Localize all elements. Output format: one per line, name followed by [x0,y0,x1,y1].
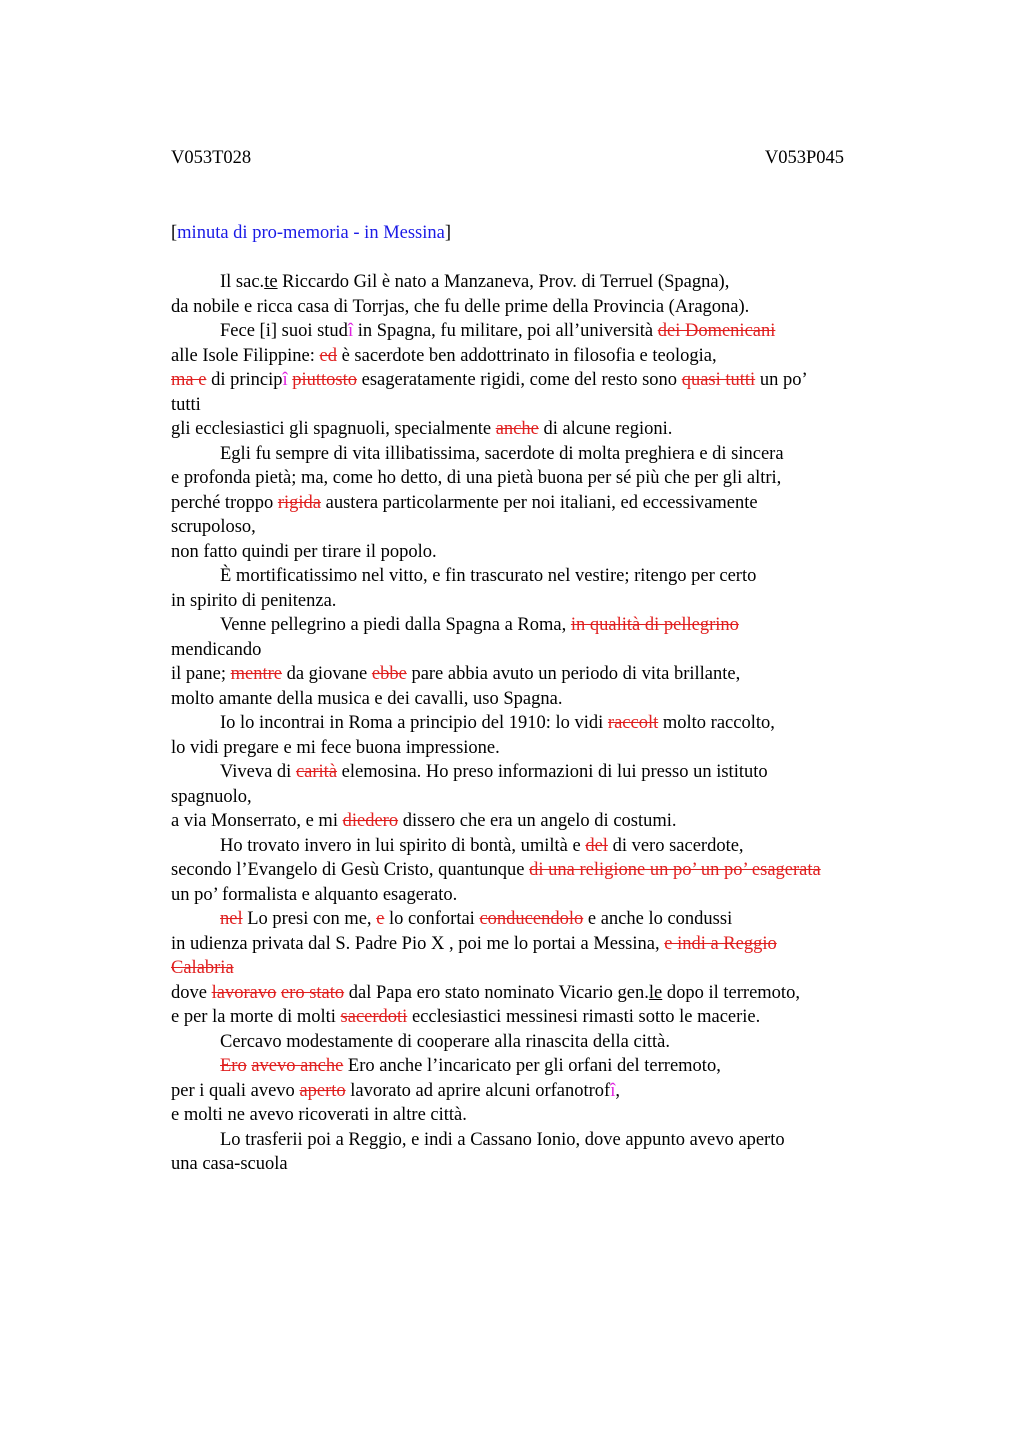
text-segment: molto raccolto, [658,713,775,733]
text-segment: di vero sacerdote, [607,835,744,856]
text-line [171,687,891,712]
text-line [171,344,891,369]
deleted-text: rigida [277,492,322,513]
text-line [171,1128,891,1153]
text-segment: è sacerdote ben addottrinato in filosofia e teologia, [336,345,717,366]
deleted-text: ed [319,345,337,366]
text-segment: Venne pellegrino a piedi dalla Spagna a Roma, [220,615,571,635]
text-line [171,956,891,981]
text-line [171,638,891,663]
text-segment: lo confortai [384,909,480,929]
text-line [171,760,891,785]
text-segment: tutti [171,394,201,415]
text-segment: ecclesiastici messinesi rimasti sotto le macerie. [407,1007,761,1027]
text-segment: Lo trasferii poi a Reggio, e indi a Cassano Ionio, dove appunto avevo aperto [220,1129,785,1150]
text-segment: mendicando [171,639,262,660]
text-line [171,932,891,957]
text-segment: Lo presi con me, [242,909,377,929]
text-segment: elemosina. Ho preso informazioni di lui presso un istituto [337,762,768,782]
title-open-bracket: [ [171,223,178,243]
text-line [171,662,891,687]
text-line [171,1005,891,1030]
text-line [171,319,891,344]
text-segment: spagnuolo, [171,786,252,807]
text-line [171,442,891,467]
text-line [171,1152,891,1177]
text-segment: Riccardo Gil è nato a Manzaneva, Prov. di Terruel (Spagna), [277,272,730,292]
text-line [171,1079,891,1104]
underlined-text: te [264,272,278,292]
text-segment: dopo il terremoto, [662,982,800,1003]
deleted-text: e [376,909,385,929]
document-body [171,270,891,1177]
deleted-text: aperto [299,1080,346,1101]
text-segment: e per la morte di molti [171,1007,341,1027]
document-title [171,221,451,245]
accent-correction: î [347,321,354,341]
text-line [171,589,891,614]
text-line [171,981,891,1006]
text-segment: Ero anche l’incaricato per gli orfani del terremoto, [343,1056,721,1076]
deleted-text: dei Domenicani [657,321,776,341]
text-segment: Ho trovato invero in lui spirito di bontà, umiltà e [220,835,586,856]
text-segment: per i quali avevo [171,1080,300,1101]
text-segment: dal Papa ero stato nominato Vicario gen. [344,982,649,1003]
text-line [171,834,891,859]
text-segment: a via Monserrato, e mi [171,811,343,831]
text-segment: una casa-scuola [171,1154,288,1174]
text-line [171,491,891,516]
text-line [171,711,891,736]
text-line [171,736,891,761]
deleted-text: anche [495,419,539,439]
deleted-text: lavoravo [211,982,277,1003]
deleted-text: avevo anche [251,1056,344,1076]
accent-correction: î [282,370,288,390]
document-code-right: V053P045 [764,148,844,168]
text-segment: il pane; [171,664,231,684]
text-segment: dove [171,982,212,1003]
deleted-text: diedero [342,811,399,831]
text-segment: molto amante della musica e dei cavalli, uso Spagna. [171,688,563,709]
deleted-text: ero stato [280,982,345,1003]
text-segment: gli ecclesiastici gli spagnuoli, specialmente [171,419,496,439]
text-segment: in udienza privata dal S. Padre Pio X , poi me lo portai a Messina, [171,933,665,954]
text-line [171,785,891,810]
text-segment: Io lo incontrai in Roma a principio del 1910: lo vidi [220,713,608,733]
text-segment: da giovane [281,664,372,684]
deleted-text: di una religione un po’ un po’ esagerata [529,860,821,880]
text-line [171,883,891,908]
deleted-text: Ero [220,1056,247,1076]
text-segment: in spirito di penitenza. [171,590,337,611]
text-line [171,1103,891,1128]
text-line [171,368,891,393]
deleted-text: carità [295,762,338,782]
deleted-text: mentre [230,664,282,684]
text-segment: scrupoloso, [171,517,256,537]
text-segment: e molti ne avevo ricoverati in altre città. [171,1105,467,1125]
text-line [171,809,891,834]
text-segment: perché troppo [171,492,278,513]
text-line [171,295,891,320]
text-line [171,907,891,932]
text-segment: pare abbia avuto un periodo di vita brillante, [406,664,741,684]
title-close-bracket: ] [444,223,452,243]
text-line [171,613,891,638]
deleted-text: in qualità di pellegrino [570,615,739,635]
deleted-text: nel [220,909,243,929]
text-segment: lo vidi pregare e mi fece buona impressione. [171,737,500,758]
text-line [171,393,891,418]
text-segment: un po’ formalista e alquanto esagerato. [171,884,458,905]
text-segment: e profonda pietà; ma, come ho detto, di una pietà buona per sé più che per gli altri, [171,468,782,488]
title-text: minuta di pro-memoria - in Messina [177,223,445,243]
text-line [171,1054,891,1079]
deleted-text: quasi tutti [681,370,756,390]
text-line [171,466,891,491]
text-segment: alle Isole Filippine: [171,345,320,366]
text-segment: Il sac. [220,272,265,292]
text-line [171,564,891,589]
document-code-left: V053T028 [171,148,252,168]
text-segment: esageratamente rigidi, come del resto sono [357,370,682,390]
text-line [171,858,891,883]
deleted-text: Calabria [171,958,234,978]
deleted-text: del [585,835,608,856]
text-line [171,270,891,295]
text-segment: un po’ [755,370,808,390]
text-segment: secondo l’Evangelo di Gesù Cristo, quantunque [171,860,530,880]
text-segment: in Spagna, fu militare, poi all’università [353,321,658,341]
accent-correction: î [610,1080,616,1101]
deleted-text: ma e [171,370,207,390]
text-line [171,1030,891,1055]
text-segment: da nobile e ricca casa di Torrjas, che fu delle prime della Provincia (Aragona). [171,296,750,317]
text-segment: di princip [206,370,283,390]
text-segment: austera particolarmente per noi italiani, ed eccessivamente [321,492,758,513]
text-segment: Fece [i] suoi stud [220,321,348,341]
underlined-text: le [648,982,663,1003]
text-line [171,417,891,442]
text-segment: non fatto quindi per tirare il popolo. [171,541,437,562]
text-segment: È mortificatissimo nel vitto, e fin trascurato nel vestire; ritengo per certo [220,566,757,586]
text-segment: Viveva di [220,762,296,782]
deleted-text: sacerdoti [340,1007,408,1027]
text-segment: Egli fu sempre di vita illibatissima, sacerdote di molta preghiera e di sincera [220,443,784,464]
deleted-text: raccolt [607,713,659,733]
deleted-text: conducendolo [479,909,584,929]
text-segment: di alcune regioni. [538,419,673,439]
text-segment: e anche lo condussi [583,909,733,929]
text-segment: , [615,1080,620,1101]
text-segment: Cercavo modestamente di cooperare alla rinascita della città. [220,1031,670,1052]
text-line [171,540,891,565]
text-segment: lavorato ad aprire alcuni orfanotrof [345,1080,611,1101]
text-line [171,515,891,540]
deleted-text: e indi a Reggio [664,933,777,954]
deleted-text: piuttosto [292,370,358,390]
deleted-text: ebbe [371,664,407,684]
text-segment: dissero che era un angelo di costumi. [398,811,677,831]
